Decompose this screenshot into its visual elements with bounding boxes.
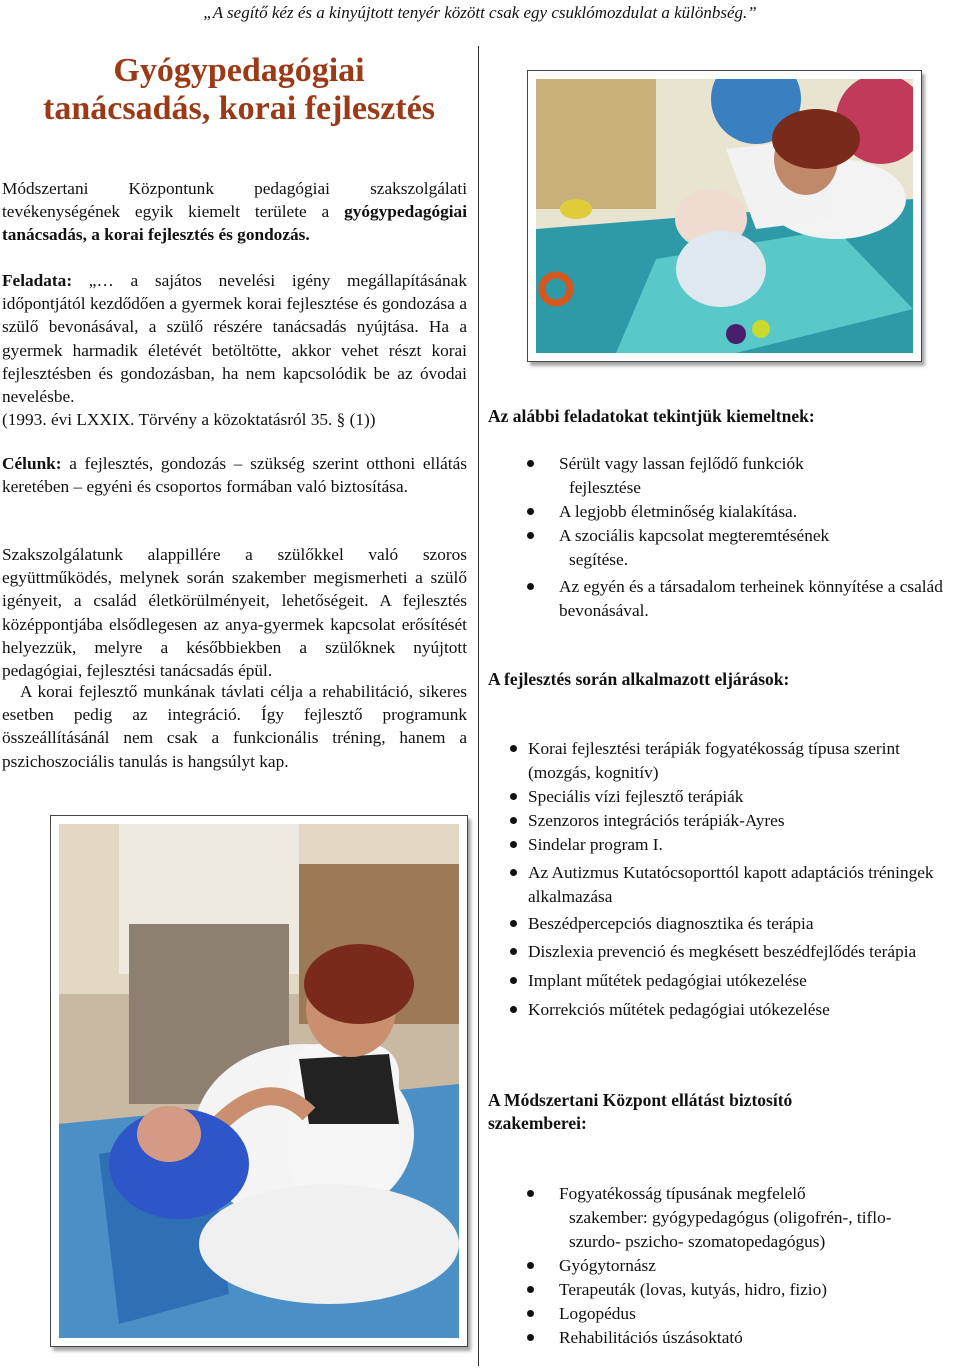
baby-photo-illustration <box>536 79 913 353</box>
task-4: Az egyén és a társadalom terheinek könnyítése a család bevonásával. <box>559 577 943 620</box>
motto-quote: „A segítő kéz és a kinyújtott tenyér között csak egy csuklómozdulat a különbség.” <box>203 3 757 22</box>
list-item: Speciális vízi fejlesztő terápiák <box>510 785 960 809</box>
list-item: Korai fejlesztési terápiák fogyatékosság típusa szerint (mozgás, kognitív) <box>510 737 960 785</box>
tasks-list <box>527 452 960 623</box>
staff-heading-line-2: szakemberei: <box>488 1113 587 1133</box>
law-reference: (1993. évi LXXIX. Törvény a közoktatásról 35. § (1)) <box>2 410 376 430</box>
feladata-paragraph <box>2 269 467 431</box>
therapy-photo-mother <box>50 815 468 1347</box>
list-item: Korrekciós műtétek pedagógiai utókezelése <box>510 998 960 1022</box>
list-item <box>527 1182 960 1254</box>
task-1-line-1: Sérült vagy lassan fejlődő funkciók <box>559 454 804 473</box>
list-item: Beszédpercepciós diagnosztika és terápia <box>510 912 960 936</box>
feladata-text: „… a sajátos nevelési igény megállapításának időpontjától kezdődően a gyermek korai fejlesztése és gondozása a szülő bevonásával, a szülő részére tanácsadás nyújtása. Ha a gyermek harmadik életévét betöltötte, akkor vehet részt korai fejlesztésben és gondozásban, ha nem kapcsolódik be az óvodai nevelésbe. <box>2 271 467 407</box>
list-item: Gyógytornász <box>527 1254 960 1278</box>
list-item: Rehabilitációs úszásoktató <box>527 1326 960 1350</box>
staff-1-line-1: Fogyatékosság típusának megfelelő <box>559 1184 806 1203</box>
korai-paragraph: A korai fejlesztő munkának távlati célja a rehabilitáció, sikeres esetben pedig az integráció. Így fejlesztő programunk összeállításánál nem csak a funkcionális tréning, hanem a pszichoszociális tanulás is hangsúlyt kap. <box>2 682 467 771</box>
task-3-line-2: segítése. <box>569 550 629 569</box>
list-item: Diszlexia prevenció és megkésett beszédfejlődés terápia <box>510 940 960 964</box>
staff-1-line-2: szakember: gyógypedagógus (oligofrén-, tiflo- <box>569 1208 892 1227</box>
list-item <box>527 575 960 623</box>
list-item: Az Autizmus Kutatócsoporttól kapott adaptációs tréningek alkalmazása <box>510 861 960 909</box>
tasks-heading: Az alábbi feladatokat tekintjük kiemeltnek: <box>488 406 815 426</box>
list-item: Logopédus <box>527 1302 960 1326</box>
title-line-2: tanácsadás, korai fejlesztés <box>43 90 435 127</box>
task-1-line-2: fejlesztése <box>569 478 641 497</box>
staff-heading <box>488 1089 792 1135</box>
celunk-text: a fejlesztés, gondozás – szükség szerint otthoni ellátás keretében – egyéni és csoportos formában való biztosítása. <box>2 454 467 497</box>
staff-1-line-3: szurdo- pszicho- szomatopedagógus) <box>569 1232 826 1251</box>
task-3-line-1: A szociális kapcsolat megteremtésének <box>559 526 830 545</box>
staff-heading-line-1: A Módszertani Központ ellátást biztosító <box>488 1090 793 1110</box>
therapy-photo-illustration <box>59 824 459 1338</box>
title-line-1: Gyógypedagógiai <box>113 52 365 89</box>
intro-text: Módszertani Központunk pedagógiai szakszolgálati tevékenységének egyik kiemelt területe a <box>2 179 467 222</box>
list-item: Sindelar program I. <box>510 833 960 857</box>
intro-paragraph <box>2 177 467 247</box>
methods-list <box>510 737 960 1022</box>
szakszolgalat-paragraph: Szakszolgálatunk alappillére a szülőkkel való szoros együttműködés, melynek során szakember megismerheti a szülő igényeit, a család életkörülményeit, lehetőségeit. A fejlesztés középpontjába elsődlegesen az anya-gyermek kapcsolat erősítését helyezzük, melyre a későbbiekben a szülőknek nyújtott pedagógiai, fejlesztési tanácsadás épül. <box>2 545 467 681</box>
celunk-paragraph <box>2 452 467 498</box>
list-item: Szenzoros integrációs terápiák-Ayres <box>510 809 960 833</box>
page-title <box>0 52 478 128</box>
methods-heading: A fejlesztés során alkalmazott eljárások: <box>488 669 790 689</box>
list-item <box>527 452 960 500</box>
therapy-photo-baby <box>527 70 922 362</box>
list-item: Terapeuták (lovas, kutyás, hidro, fizio) <box>527 1278 960 1302</box>
list-item <box>527 500 960 524</box>
list-item: Implant műtétek pedagógiai utókezelése <box>510 969 960 993</box>
column-divider <box>478 46 479 1366</box>
feladata-label: Feladata: <box>2 271 73 290</box>
celunk-label: Célunk: <box>2 454 62 473</box>
staff-list <box>527 1182 960 1350</box>
task-2: A legjobb életminőség kialakítása. <box>559 502 798 521</box>
intro-bold: gyógypedagógiai tanácsadás, a korai fejlesztés és gondozás. <box>2 202 467 245</box>
list-item <box>527 524 960 572</box>
